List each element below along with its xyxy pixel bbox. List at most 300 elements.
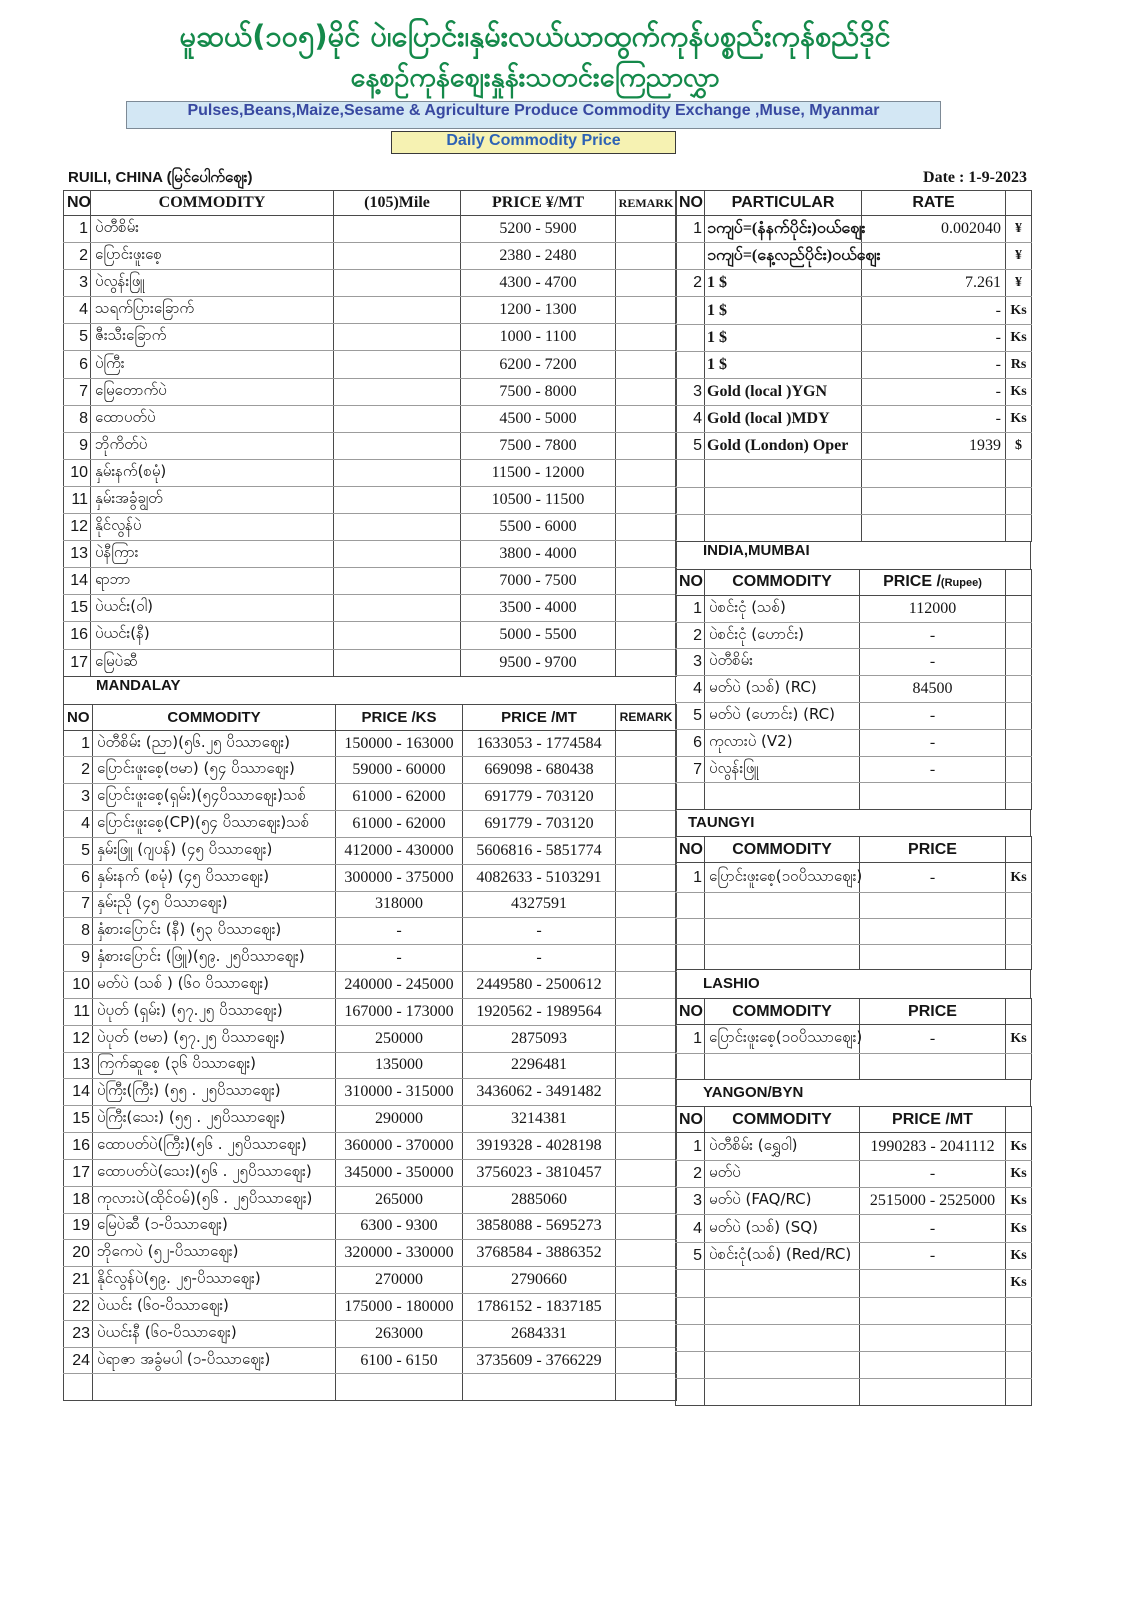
exchange-subtitle: Pulses,Beans,Maize,Sesame & Agriculture Produce Commodity Exchange ,Muse, Myanmar (126, 101, 941, 129)
yangon-commodity-cell: ပဲစင်းငုံ(သစ်) (Red/RC) (705, 1242, 860, 1269)
ruili-commodity-cell: ပြောင်းဖူးစေ့ (91, 243, 334, 270)
yangon-no-cell (676, 1297, 705, 1324)
mandalay-remark-cell (616, 1133, 677, 1160)
mandalay-price-mt-cell: 2790660 (463, 1267, 616, 1294)
ruili-price-cell: 10500 - 11500 (461, 486, 616, 513)
mandalay-row (64, 1159, 677, 1186)
ruili-row (64, 405, 677, 432)
rates-table-body (676, 216, 1032, 542)
rates-row (676, 243, 1032, 270)
ruili-no-cell: 13 (64, 541, 91, 568)
ruili-commodity-cell: ဇီးသီးခြောက် (91, 324, 334, 351)
mandalay-row (64, 757, 677, 784)
rates-header-unit (1006, 191, 1032, 216)
mandalay-no-cell: 4 (64, 811, 93, 838)
mandalay-price-ks-cell: 6300 - 9300 (336, 1213, 463, 1240)
mandalay-price-mt-cell: 3858088 - 5695273 (463, 1213, 616, 1240)
ruili-mile-cell (334, 568, 461, 595)
mandalay-price-mt-cell (463, 1374, 616, 1401)
yangon-commodity-cell: မတ်ပဲ (သစ်) (SQ) (705, 1215, 860, 1242)
india-header-unit (1006, 569, 1032, 595)
ruili-no-cell: 17 (64, 649, 91, 676)
rates-particular-cell: 1 $ (705, 270, 862, 297)
taungyi-price-cell (860, 918, 1006, 944)
taungyi-no-cell (676, 918, 705, 944)
mandalay-commodity-cell: နှမ်းဖြူ (ဂျပန်) (၄၅ ပိဿာဈေး) (93, 837, 336, 864)
india-empty-row (676, 783, 1032, 810)
report-date: Date : 1-9-2023 (923, 169, 1027, 186)
yangon-header-price: PRICE /MT (860, 1107, 1006, 1133)
rates-unit-cell: ¥ (1006, 270, 1032, 297)
rates-unit-cell: Ks (1006, 324, 1032, 351)
mandalay-no-cell: 17 (64, 1159, 93, 1186)
mandalay-no-cell: 22 (64, 1293, 93, 1320)
ruili-commodity-cell: မြေပဲဆီ (91, 649, 334, 676)
yangon-row (676, 1215, 1032, 1242)
rates-row (676, 351, 1032, 378)
rates-no-cell: 4 (676, 406, 705, 433)
ruili-no-cell: 4 (64, 297, 91, 324)
rates-row (676, 216, 1032, 243)
ruili-remark-cell (616, 541, 677, 568)
yangon-unit-cell (1006, 1297, 1032, 1324)
ruili-table (63, 190, 677, 677)
taungyi-commodity-cell (705, 893, 860, 919)
india-commodity-cell: မတ်ပဲ (ဟောင်း) (RC) (705, 703, 860, 730)
india-unit-cell (1006, 676, 1032, 703)
yangon-empty-row (676, 1351, 1032, 1378)
ruili-header-price: PRICE ¥/MT (461, 191, 616, 216)
mandalay-remark-cell (616, 972, 677, 999)
taungyi-table (675, 836, 1032, 970)
taungyi-header-row (676, 837, 1032, 863)
mandalay-header-no: NO (64, 704, 93, 730)
india-row (676, 756, 1032, 783)
mandalay-no-cell: 19 (64, 1213, 93, 1240)
yangon-table (675, 1106, 1032, 1405)
mandalay-no-cell: 24 (64, 1347, 93, 1374)
ruili-price-cell: 11500 - 12000 (461, 459, 616, 486)
ruili-row (64, 297, 677, 324)
rates-row (676, 270, 1032, 297)
rates-row (676, 406, 1032, 433)
mandalay-remark-cell (616, 1240, 677, 1267)
rates-no-cell: 3 (676, 378, 705, 405)
mandalay-price-ks-cell: 135000 (336, 1052, 463, 1079)
mandalay-price-mt-cell: 2885060 (463, 1186, 616, 1213)
india-price-cell: 84500 (860, 676, 1006, 703)
rates-header-row (676, 191, 1032, 216)
mandalay-remark-cell (616, 811, 677, 838)
yangon-empty-row (676, 1324, 1032, 1351)
india-no-cell: 4 (676, 676, 705, 703)
india-price-cell (860, 783, 1006, 810)
mandalay-no-cell: 15 (64, 1106, 93, 1133)
mandalay-no-cell: 13 (64, 1052, 93, 1079)
rates-row (676, 433, 1032, 460)
mandalay-price-mt-cell: 2296481 (463, 1052, 616, 1079)
mandalay-commodity-cell: ပဲယင်း (၆၀-ပိဿာဈေး) (93, 1293, 336, 1320)
lashio-empty-row (676, 1054, 1032, 1080)
india-header-price-label: PRICE / (883, 573, 941, 591)
yangon-price-cell: 1990283 - 2041112 (860, 1133, 1006, 1160)
mandalay-header-row (64, 704, 677, 730)
ruili-no-cell: 6 (64, 351, 91, 378)
mandalay-commodity-cell: နှံစားပြောင်း (နီ) (၅၃ ပိဿာဈေး) (93, 918, 336, 945)
ruili-table-head (64, 191, 677, 216)
ruili-row (64, 351, 677, 378)
mandalay-commodity-cell: ပဲရာဇာ အခွံမပါ (၁-ပိဿာဈေး) (93, 1347, 336, 1374)
mandalay-remark-cell (616, 945, 677, 972)
mandalay-price-mt-cell: 4082633 - 5103291 (463, 864, 616, 891)
ruili-mile-cell (334, 514, 461, 541)
taungyi-unit-cell (1006, 944, 1032, 970)
yangon-price-cell: - (860, 1242, 1006, 1269)
ruili-header-remark: REMARK (616, 191, 677, 216)
mandalay-price-ks-cell: 310000 - 315000 (336, 1079, 463, 1106)
mandalay-price-ks-cell: - (336, 918, 463, 945)
india-commodity-cell: ပဲတီစိမ်း (705, 649, 860, 676)
ruili-mile-cell (334, 243, 461, 270)
mandalay-no-cell: 10 (64, 972, 93, 999)
taungyi-no-cell (676, 893, 705, 919)
india-no-cell: 2 (676, 622, 705, 649)
mandalay-remark-cell (616, 1374, 677, 1401)
rates-unit-cell: Rs (1006, 351, 1032, 378)
ruili-price-cell: 1000 - 1100 (461, 324, 616, 351)
yangon-unit-cell: Ks (1006, 1188, 1032, 1215)
yangon-table-head (676, 1107, 1032, 1133)
yangon-header-row (676, 1107, 1032, 1133)
taungyi-commodity-cell: ပြောင်းဖူးစေ့(၁၀ပိဿာဈေး) (705, 863, 860, 893)
mandalay-remark-cell (616, 1079, 677, 1106)
mandalay-price-mt-cell: 4327591 (463, 891, 616, 918)
mandalay-row (64, 918, 677, 945)
rates-particular-cell: ၁ကျပ်=(နေ့လည်ပိုင်း)ဝယ်ဈေး (705, 243, 862, 270)
ruili-mile-cell (334, 405, 461, 432)
mandalay-price-mt-cell: 3756023 - 3810457 (463, 1159, 616, 1186)
ruili-price-cell: 4500 - 5000 (461, 405, 616, 432)
ruili-remark-cell (616, 324, 677, 351)
ruili-commodity-cell: ထောပတ်ပဲ (91, 405, 334, 432)
ruili-commodity-cell: မြေတောက်ပဲ (91, 378, 334, 405)
yangon-row (676, 1242, 1032, 1269)
yangon-no-cell: 4 (676, 1215, 705, 1242)
taungyi-empty-row (676, 918, 1032, 944)
ruili-row (64, 378, 677, 405)
yangon-commodity-cell (705, 1270, 860, 1297)
mandalay-price-mt-cell: 3214381 (463, 1106, 616, 1133)
rates-header-particular: PARTICULAR (705, 191, 862, 216)
lashio-price-cell (860, 1054, 1006, 1080)
rates-table-head (676, 191, 1032, 216)
lashio-no-cell: 1 (676, 1025, 705, 1054)
mandalay-remark-cell (616, 891, 677, 918)
rates-particular-cell (705, 460, 862, 487)
mandalay-row (64, 1213, 677, 1240)
mandalay-remark-cell (616, 1186, 677, 1213)
yangon-no-cell (676, 1351, 705, 1378)
yangon-price-cell (860, 1324, 1006, 1351)
mandalay-price-mt-cell: 3735609 - 3766229 (463, 1347, 616, 1374)
mandalay-no-cell: 3 (64, 784, 93, 811)
india-table-body (676, 595, 1032, 809)
taungyi-unit-cell (1006, 918, 1032, 944)
mandalay-remark-cell (616, 757, 677, 784)
mandalay-price-ks-cell: 360000 - 370000 (336, 1133, 463, 1160)
mandalay-remark-cell (616, 1267, 677, 1294)
lashio-commodity-cell: ပြောင်းဖူးစေ့(၁၀ပိဿာဈေး) (705, 1025, 860, 1054)
ruili-row (64, 216, 677, 243)
mandalay-row (64, 998, 677, 1025)
ruili-no-cell: 12 (64, 514, 91, 541)
india-unit-cell (1006, 649, 1032, 676)
mandalay-header-commodity: COMMODITY (93, 704, 336, 730)
mandalay-price-ks-cell: 345000 - 350000 (336, 1159, 463, 1186)
taungyi-unit-cell (1006, 893, 1032, 919)
ruili-price-cell: 5200 - 5900 (461, 216, 616, 243)
rates-empty-row (676, 460, 1032, 487)
mandalay-price-mt-cell: 5606816 - 5851774 (463, 837, 616, 864)
mandalay-remark-cell (616, 1293, 677, 1320)
ruili-mile-cell (334, 351, 461, 378)
taungyi-price-cell (860, 893, 1006, 919)
mandalay-remark-cell (616, 864, 677, 891)
mandalay-remark-cell (616, 918, 677, 945)
mandalay-remark-cell (616, 1159, 677, 1186)
ruili-row (64, 243, 677, 270)
ruili-price-cell: 7500 - 7800 (461, 432, 616, 459)
yangon-label: YANGON/BYN (675, 1080, 1031, 1106)
mandalay-price-ks-cell: 175000 - 180000 (336, 1293, 463, 1320)
mandalay-price-mt-cell: - (463, 945, 616, 972)
ruili-row (64, 486, 677, 513)
lashio-header-no: NO (676, 999, 705, 1025)
rates-row (676, 378, 1032, 405)
mandalay-commodity-cell: ပြောင်းဖူးစေ့(ရှမ်း)(၅၄ပိဿာဈေး)သစ် (93, 784, 336, 811)
india-no-cell: 3 (676, 649, 705, 676)
mandalay-price-mt-cell: 669098 - 680438 (463, 757, 616, 784)
lashio-header-unit (1006, 999, 1032, 1025)
yangon-empty-row (676, 1378, 1032, 1405)
yangon-price-cell: - (860, 1215, 1006, 1242)
ruili-remark-cell (616, 514, 677, 541)
yangon-commodity-cell (705, 1297, 860, 1324)
ruili-mile-cell (334, 216, 461, 243)
mandalay-row (64, 864, 677, 891)
mandalay-header-price-mt: PRICE /MT (463, 704, 616, 730)
mandalay-price-ks-cell: 290000 (336, 1106, 463, 1133)
india-price-cell: - (860, 729, 1006, 756)
india-header-commodity: COMMODITY (705, 569, 860, 595)
rates-particular-cell: Gold (London) Oper (705, 433, 862, 460)
mandalay-no-cell (64, 1374, 93, 1401)
taungyi-price-cell: - (860, 863, 1006, 893)
rates-header-rate: RATE (862, 191, 1006, 216)
yangon-price-cell (860, 1351, 1006, 1378)
ruili-no-cell: 1 (64, 216, 91, 243)
ruili-remark-cell (616, 432, 677, 459)
ruili-row (64, 432, 677, 459)
ruili-no-cell: 15 (64, 595, 91, 622)
ruili-row (64, 568, 677, 595)
ruili-commodity-cell: ရာဘာ (91, 568, 334, 595)
ruili-price-cell: 5000 - 5500 (461, 622, 616, 649)
ruili-no-cell: 2 (64, 243, 91, 270)
ruili-mile-cell (334, 595, 461, 622)
lashio-table-head (676, 999, 1032, 1025)
ruili-row (64, 270, 677, 297)
ruili-price-cell: 6200 - 7200 (461, 351, 616, 378)
mandalay-row (64, 1267, 677, 1294)
taungyi-label: TAUNGYI (675, 810, 1031, 836)
mandalay-no-cell: 7 (64, 891, 93, 918)
taungyi-table-body (676, 863, 1032, 970)
ruili-remark-cell (616, 297, 677, 324)
mandalay-price-mt-cell: 1786152 - 1837185 (463, 1293, 616, 1320)
ruili-no-cell: 3 (64, 270, 91, 297)
yangon-price-cell: - (860, 1160, 1006, 1187)
mandalay-commodity-cell: ထောပတ်ပဲ(ကြီး)(၅၆ . ၂၅ပိဿာဈေး) (93, 1133, 336, 1160)
rates-no-cell: 1 (676, 216, 705, 243)
mandalay-price-ks-cell: 59000 - 60000 (336, 757, 463, 784)
mandalay-row (64, 1079, 677, 1106)
mandalay-price-mt-cell: 1920562 - 1989564 (463, 998, 616, 1025)
ruili-commodity-cell: ပဲကြီး (91, 351, 334, 378)
taungyi-price-cell (860, 944, 1006, 970)
mandalay-no-cell: 6 (64, 864, 93, 891)
mandalay-price-ks-cell: 265000 (336, 1186, 463, 1213)
india-unit-cell (1006, 595, 1032, 622)
mandalay-commodity-cell (93, 1374, 336, 1401)
ruili-commodity-cell: ပဲတီစိမ်း (91, 216, 334, 243)
mandalay-price-ks-cell: 150000 - 163000 (336, 730, 463, 757)
india-table (675, 569, 1032, 810)
rates-no-cell: 5 (676, 433, 705, 460)
mandalay-header-price-ks: PRICE /KS (336, 704, 463, 730)
rates-unit-cell (1006, 487, 1032, 514)
mandalay-price-ks-cell: 270000 (336, 1267, 463, 1294)
ruili-row (64, 459, 677, 486)
mandalay-price-ks-cell: 320000 - 330000 (336, 1240, 463, 1267)
taungyi-header-unit (1006, 837, 1032, 863)
mandalay-price-ks-cell: 318000 (336, 891, 463, 918)
mandalay-row (64, 1052, 677, 1079)
mandalay-price-ks-cell (336, 1374, 463, 1401)
ruili-remark-cell (616, 378, 677, 405)
india-row (676, 729, 1032, 756)
mandalay-remark-cell (616, 1347, 677, 1374)
mandalay-remark-cell (616, 1106, 677, 1133)
mandalay-no-cell: 16 (64, 1133, 93, 1160)
yangon-header-unit (1006, 1107, 1032, 1133)
ruili-remark-cell (616, 216, 677, 243)
india-unit-cell (1006, 622, 1032, 649)
mandalay-no-cell: 1 (64, 730, 93, 757)
daily-commodity-price-label: Daily Commodity Price (391, 131, 676, 154)
ruili-no-cell: 7 (64, 378, 91, 405)
india-no-cell (676, 783, 705, 810)
title-line-2: နေ့စဉ်ကုန်စျေးနှုန်းသတင်းကြေညာလွှာ (350, 62, 720, 93)
rates-rate-cell (862, 487, 1006, 514)
rates-rate-cell (862, 243, 1006, 270)
mandalay-commodity-cell: မတ်ပဲ (သစ် ) (၆၀ ပိဿာဈေး) (93, 972, 336, 999)
ruili-location-label: RUILI, CHINA (မြင်ပေါက်ဈေး) (68, 169, 253, 186)
rates-particular-cell: Gold (local )MDY (705, 406, 862, 433)
mandalay-price-ks-cell: 300000 - 375000 (336, 864, 463, 891)
india-unit-cell (1006, 783, 1032, 810)
mandalay-header-remark: REMARK (616, 704, 677, 730)
mandalay-no-cell: 20 (64, 1240, 93, 1267)
lashio-row (676, 1025, 1032, 1054)
mandalay-row (64, 891, 677, 918)
mandalay-price-ks-cell: 412000 - 430000 (336, 837, 463, 864)
ruili-commodity-cell: နှမ်းအခွံချွတ် (91, 486, 334, 513)
rates-no-cell: 2 (676, 270, 705, 297)
ruili-row (64, 649, 677, 676)
mandalay-row (64, 1133, 677, 1160)
ruili-price-cell: 3800 - 4000 (461, 541, 616, 568)
ruili-mile-cell (334, 486, 461, 513)
mandalay-commodity-cell: ကြက်ဆူစေ့ (၃၆ ပိဿာဈေး) (93, 1052, 336, 1079)
rates-particular-cell: 1 $ (705, 324, 862, 351)
india-row (676, 676, 1032, 703)
india-price-cell: 112000 (860, 595, 1006, 622)
mandalay-row (64, 945, 677, 972)
ruili-no-cell: 16 (64, 622, 91, 649)
yangon-no-cell: 2 (676, 1160, 705, 1187)
india-price-cell: - (860, 756, 1006, 783)
rates-rate-cell: - (862, 351, 1006, 378)
mandalay-no-cell: 8 (64, 918, 93, 945)
ruili-mile-cell (334, 378, 461, 405)
lashio-price-cell: - (860, 1025, 1006, 1054)
mandalay-remark-cell (616, 1025, 677, 1052)
rates-rate-cell: - (862, 406, 1006, 433)
mandalay-commodity-cell: ပဲယင်းနီ (၆၀-ပိဿာဈေး) (93, 1320, 336, 1347)
ruili-no-cell: 11 (64, 486, 91, 513)
rates-no-cell (676, 460, 705, 487)
mandalay-price-ks-cell: 240000 - 245000 (336, 972, 463, 999)
yangon-unit-cell: Ks (1006, 1215, 1032, 1242)
india-unit-cell (1006, 756, 1032, 783)
taungyi-no-cell: 1 (676, 863, 705, 893)
yangon-unit-cell (1006, 1378, 1032, 1405)
mandalay-price-mt-cell: 3919328 - 4028198 (463, 1133, 616, 1160)
yangon-unit-cell: Ks (1006, 1160, 1032, 1187)
ruili-mile-cell (334, 270, 461, 297)
mandalay-table-head (64, 704, 677, 730)
yangon-price-cell (860, 1297, 1006, 1324)
mandalay-commodity-cell: ပဲပုတ် (ရှမ်း) (၅၇.၂၅ ပိဿာဈေး) (93, 998, 336, 1025)
mandalay-commodity-cell: နှမ်းညို (၄၅ ပိဿာဈေး) (93, 891, 336, 918)
taungyi-header-price: PRICE (860, 837, 1006, 863)
rates-particular-cell (705, 487, 862, 514)
ruili-commodity-cell: ပဲလွန်းဖြူ (91, 270, 334, 297)
mandalay-price-ks-cell: 61000 - 62000 (336, 811, 463, 838)
india-commodity-cell: ပဲစင်းငုံ (ဟောင်း) (705, 622, 860, 649)
mandalay-commodity-cell: ပဲပုတ် (ဗမာ) (၅၇.၂၅ ပိဿာဈေး) (93, 1025, 336, 1052)
mandalay-row (64, 1240, 677, 1267)
ruili-mile-cell (334, 297, 461, 324)
yangon-price-cell (860, 1270, 1006, 1297)
ruili-remark-cell (616, 270, 677, 297)
mandalay-price-mt-cell: 2684331 (463, 1320, 616, 1347)
lashio-unit-cell (1006, 1054, 1032, 1080)
ruili-price-cell: 2380 - 2480 (461, 243, 616, 270)
lashio-table-body (676, 1025, 1032, 1080)
mandalay-commodity-cell: နိုင်လွန်ပဲ(၅၉. ၂၅-ပိဿာဈေး) (93, 1267, 336, 1294)
